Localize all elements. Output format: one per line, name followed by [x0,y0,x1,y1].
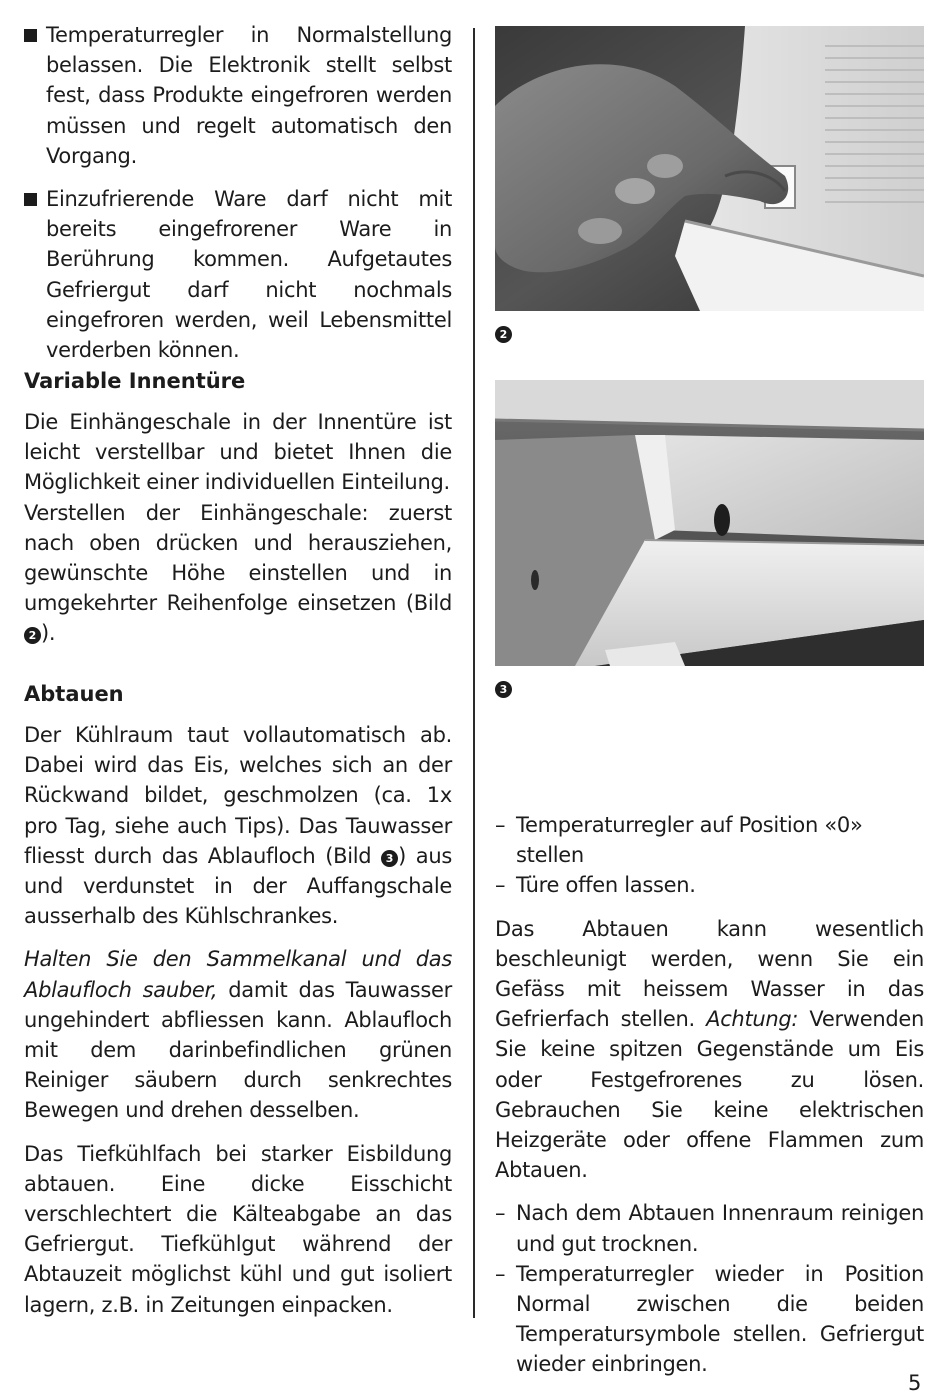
page-number: 5 [908,1371,922,1395]
italic-text: Halten Sie den Sammelkanal und das Ablaufloch sauber, [24,947,452,1002]
bullet-item [24,184,452,365]
paragraph-text: Das Abtauen kann wesentlich beschleunigt werden, wenn Sie ein Gefäss mit heissem Wasser in das Gefrierfach stellen. [495,916,924,1032]
dash-list-item [495,870,924,900]
figure-3-photo [495,380,924,666]
section-heading-abtauen: Abtauen [24,682,124,706]
square-bullet-icon [24,29,37,42]
paragraph-text: Der Kühlraum taut vollautomatisch ab. Dabei wird das Eis, welches sich an der Rückwand bildet, geschmolzen (ca. 1x pro Tag, siehe auch Tips). Das Tauwasser fliesst durch das Ablaufloch (Bild [24,723,452,868]
paragraph [495,914,924,1186]
figure-number-badge: 3 [495,681,512,698]
bullet-text: Einzufrierende Ware darf nicht mit bereits eingefrorener Ware in Berührung kommen. Aufgetautes Gefriergut darf nicht nochmals eingefroren werden, weil Lebensmittel verderben können. [46,187,452,363]
figure-2-photo [495,26,924,311]
paragraph-text: ) aus und verdunstet in der Auffangschale ausserhalb des Kühlschrankes. [24,843,452,929]
italic-text: Achtung: [706,1007,799,1032]
column-divider [473,28,475,1318]
right-column-text [495,810,924,1380]
dash-bullet-icon: – [495,1261,506,1286]
figure-ref-badge: 2 [24,627,41,644]
door-shelf-photo [495,26,924,311]
bullet-text: Temperaturregler in Normalstellung belassen. Die Elektronik stellt selbst fest, dass Produkte eingefroren werden müssen und regelt automatisch den Vorgang. [46,23,452,168]
dash-bullet-icon: – [495,1201,506,1226]
square-bullet-icon [24,193,37,206]
section-body-abtauen [24,720,452,1320]
dash-bullet-icon: – [495,813,506,837]
dash-item-text: Nach dem Abtauen Innenraum reinigen und gut trocknen. [516,1201,924,1256]
dash-item-text: Türe offen lassen. [516,873,696,898]
figure-2-label [495,324,512,343]
bullet-list [24,20,452,365]
dash-list-item [495,1259,924,1380]
dash-list-item [495,810,924,870]
drain-hole-photo [495,380,924,666]
paragraph-text: Verstellen der Einhängeschale: zuerst nach oben drücken und herausziehen, gewünschte Höhe einstellen und in umgekehrter Reihenfolge einsetzen (Bild [24,500,452,616]
bullet-item [24,20,452,171]
paragraph: Das Tiefkühlfach bei starker Eisbildung abtauen. Eine dicke Eisschicht verschlechtert die Kälteabgabe an das Gefriergut. Tiefkühlgut während der Abtauzeit möglichst kühl und gut isoliert lagern, z.B. in Zeitungen einpacken. [24,1141,452,1317]
paragraph-text: Verwenden Sie keine spitzen Gegenstände um Eis oder Festgefrorenes zu lösen. Gebrauchen Sie keine elektrischen Heizgeräte oder offene Flammen zum Abtauen. [495,1007,924,1183]
section-body-innentuere [24,407,452,649]
figure-ref-badge: 3 [381,850,398,867]
dash-bullet-icon: – [495,873,506,898]
figure-3-label [495,679,512,698]
dash-list-item [495,1198,924,1258]
dash-item-text: Temperaturregler auf Position «0» stellen [516,813,863,868]
paragraph: Die Einhängeschale in der Innentüre ist leicht verstellbar und bietet Ihnen die Möglichkeit einer individuellen Einteilung. [24,410,452,495]
paragraph-text: damit das Tauwasser ungehindert abfliessen kann. Ablaufloch mit dem darinbefindlichen grünen Reiniger säubern durch senkrechtes Bewegen und drehen desselben. [24,977,452,1123]
paragraph [24,498,452,649]
dash-item-text: Temperaturregler wieder in Position Normal zwischen die beiden Temperatursymbole stellen. Gefriergut wieder einbringen. [516,1261,924,1377]
paragraph [24,944,452,1125]
figure-number-badge: 2 [495,326,512,343]
paragraph-text: ). [41,621,56,646]
section-heading-innentuere: Variable Innentüre [24,369,246,393]
paragraph [24,720,452,931]
